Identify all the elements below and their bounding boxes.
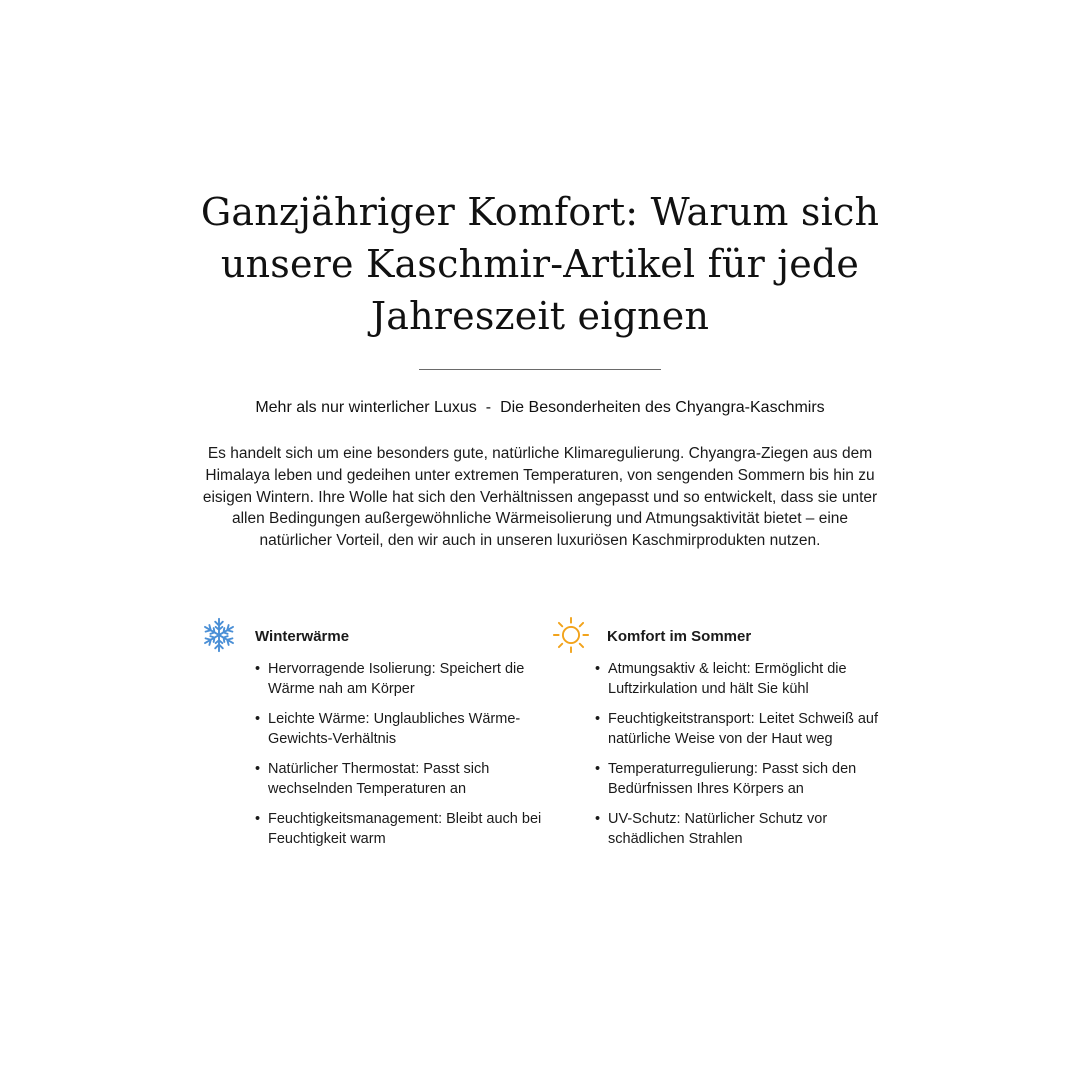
summer-section — [552, 614, 882, 847]
summer-header — [552, 614, 882, 658]
list-item — [255, 760, 545, 799]
list-item — [595, 810, 882, 849]
list-item — [595, 660, 882, 699]
list-item-text: Feuchtigkeitsmanagement: Bleibt auch bei Feuchtigkeit warm — [268, 811, 542, 847]
subtitle-left: Mehr als nur winterlicher Luxus — [255, 399, 477, 416]
snowflake-icon — [200, 616, 238, 654]
page-title: Ganzjähriger Komfort: Warum sich unsere Kaschmir-Artikel für jede Jahreszeit eignen — [200, 190, 880, 338]
winter-section — [200, 614, 545, 847]
subtitle-separator: - — [485, 399, 492, 416]
bullet: • — [255, 761, 261, 777]
list-item-text: Hervorragende Isolierung: Speichert die Wärme nah am Körper — [268, 661, 525, 697]
summer-title: Komfort im Sommer — [607, 628, 752, 645]
list-item-text: Feuchtigkeitstransport: Leitet Schweiß auf natürliche Weise von der Haut weg — [608, 711, 878, 747]
bullet: • — [595, 811, 601, 827]
list-item — [255, 810, 545, 849]
bullet: • — [255, 661, 261, 677]
subtitle — [140, 397, 940, 419]
bullet: • — [595, 711, 601, 727]
list-item — [255, 710, 545, 749]
bullet: • — [595, 761, 601, 777]
intro-paragraph: Es handelt sich um eine besonders gute, natürliche Klimaregulierung. Chyangra-Ziegen aus dem Himalaya leben und gedeihen unter extremen Temperaturen, von sengenden Sommern bis hin zu eisigen Wintern. Ihre Wolle hat sich den Verhältnissen angepasst und so entwickelt, dass sie unter allen Bedingungen außergewöhnliche Wärmeisolierung und Atmungsaktivität bietet – eine natürlicher Vorteil, den wir auch in unseren luxuriösen Kaschmirprodukten nutzen. — [202, 445, 878, 550]
subtitle-right: Die Besonderheiten des Chyangra-Kaschmirs — [500, 399, 825, 416]
title-divider — [419, 369, 661, 370]
bullet: • — [255, 711, 261, 727]
bullet: • — [595, 661, 601, 677]
winter-title: Winterwärme — [255, 628, 350, 645]
list-item-text: Leichte Wärme: Unglaubliches Wärme-Gewichts-Verhältnis — [268, 711, 521, 747]
list-item — [595, 760, 882, 799]
list-item-text: Atmungsaktiv & leicht: Ermöglicht die Luftzirkulation und hält Sie kühl — [608, 661, 847, 697]
summer-list — [595, 660, 882, 860]
bullet: • — [255, 811, 261, 827]
winter-header — [200, 614, 545, 658]
winter-list — [255, 660, 545, 860]
list-item-text: Temperaturregulierung: Passt sich den Bedürfnissen Ihres Körpers an — [608, 761, 857, 797]
sun-icon — [552, 616, 590, 654]
list-item-text: Natürlicher Thermostat: Passt sich wechselnden Temperaturen an — [268, 761, 490, 797]
list-item — [255, 660, 545, 699]
list-item — [595, 710, 882, 749]
list-item-text: UV-Schutz: Natürlicher Schutz vor schädlichen Strahlen — [608, 811, 828, 847]
